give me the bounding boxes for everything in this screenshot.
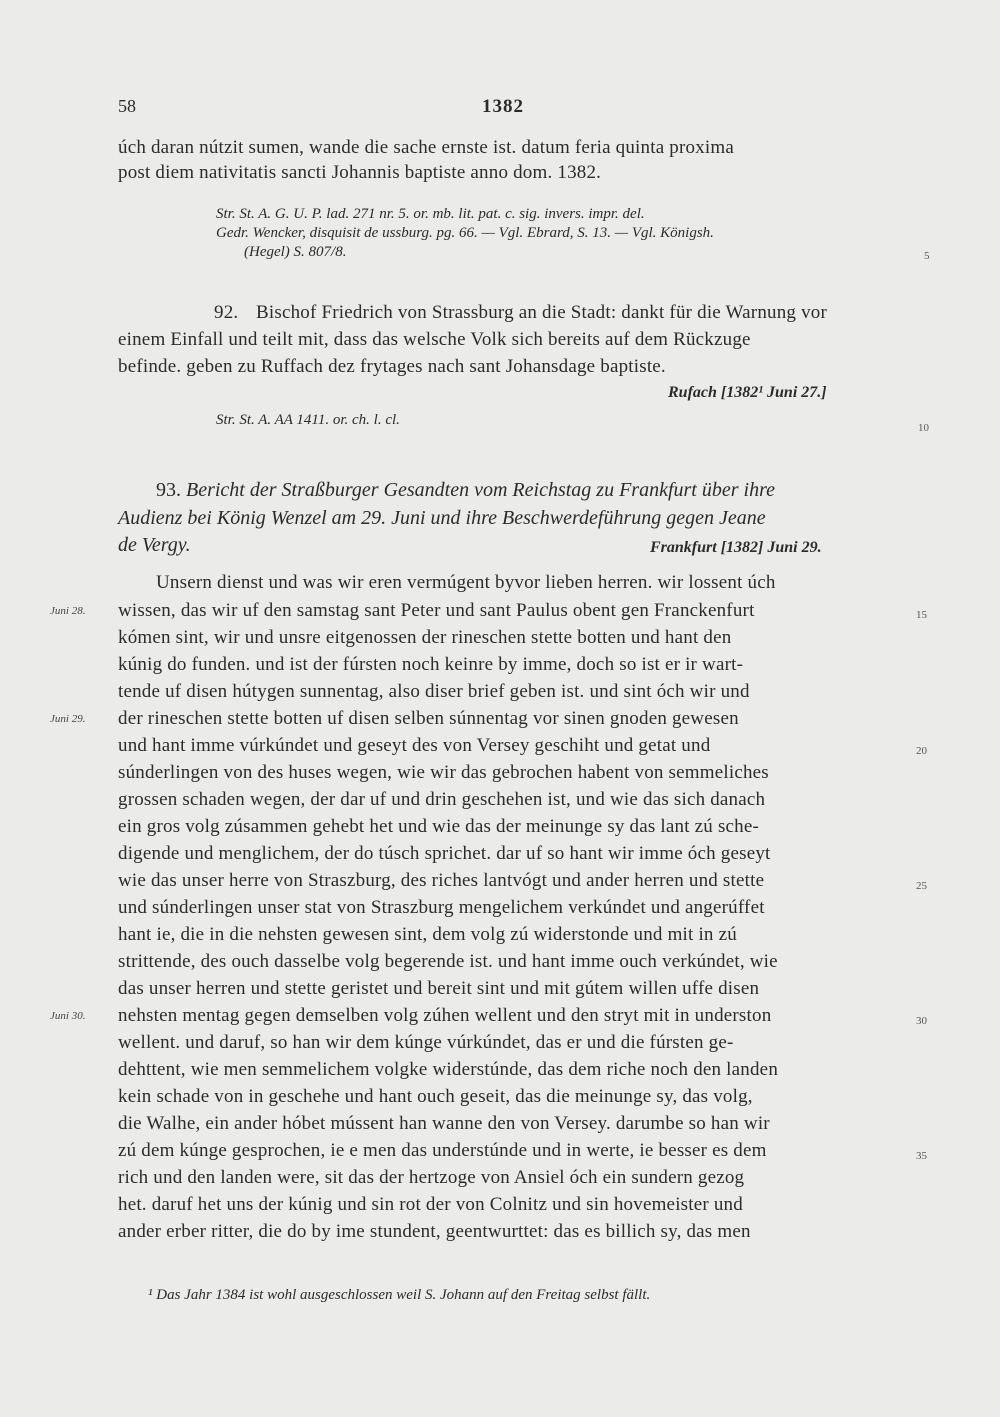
text-line: het. daruf het uns der kúnig und sin rot der von Colnitz und sin hovemeister und xyxy=(118,1194,743,1215)
text-line: kein schade von in geschehe und hant ouch geseit, das die meinunge sy, das volg, xyxy=(118,1086,753,1107)
text-line: kómen sint, wir und unsre eitgenossen der rineschen stette botten und hant den xyxy=(118,627,732,648)
dateline: Frankfurt [1382] Juni 29. xyxy=(650,539,822,556)
source-note: Str. St. A. AA 1411. or. ch. l. cl. xyxy=(216,412,400,428)
text-line: das unser herren und stette geristet und bereit sint und mit gútem willen uffe disen xyxy=(118,978,760,999)
line-number: 5 xyxy=(924,250,930,262)
text-line: wissen, das wir uf den samstag sant Peter und sant Paulus obent gen Franckenfurt xyxy=(118,600,755,621)
doc-number: 92. xyxy=(214,302,239,323)
text-line: ein gros volg zúsammen gehebt het und wie das der meinunge sy das lant zú sche- xyxy=(118,816,760,837)
text-line: und hant imme vúrkúndet und geseyt des von Versey geschiht und getat und xyxy=(118,735,711,756)
source-note: (Hegel) S. 807/8. xyxy=(244,244,347,260)
doc-heading-text: Bericht der Straßburger Gesandten vom Reichstag zu Frankfurt über ihre xyxy=(186,479,775,501)
line-number: 20 xyxy=(916,745,927,757)
line-number: 30 xyxy=(916,1015,927,1027)
doc-number: 93. xyxy=(156,479,181,501)
margin-date: Juni 30. xyxy=(50,1010,86,1022)
doc-heading-line: Audienz bei König Wenzel am 29. Juni und ihre Beschwerdeführung gegen Jeane xyxy=(118,507,766,529)
text-line: der rineschen stette botten uf disen selben súnnentag vor sinen gnoden gewesen xyxy=(118,708,739,729)
text-line: post diem nativitatis sancti Johannis baptiste anno dom. 1382. xyxy=(118,162,602,183)
regest-line: Bischof Friedrich von Strassburg an die Stadt: dankt für die Warnung vor xyxy=(256,302,827,323)
text-line: und súnderlingen unser stat von Straszburg mengelichem verkúndet und angerúffet xyxy=(118,897,765,918)
page-number: 58 xyxy=(118,96,136,116)
text-line: súnderlingen von des huses wegen, wie wir das gebrochen habent von semmeliches xyxy=(118,762,769,783)
regest-line: einem Einfall und teilt mit, dass das welsche Volk sich bereits auf dem Rückzuge xyxy=(118,329,751,350)
dateline: Rufach [1382¹ Juni 27.] xyxy=(668,384,827,401)
running-head-year: 1382 xyxy=(482,96,524,117)
text-line: zú dem kúnge gesprochen, ie e men das understúnde und in werte, ie besser es dem xyxy=(118,1140,767,1161)
text-line: dehttent, wie men semmelichem volgke widerstúnde, das dem riche noch den landen xyxy=(118,1059,779,1080)
text-line: Unsern dienst und was wir eren vermúgent byvor lieben herren. wir lossent úch xyxy=(156,572,776,593)
text-line: digende und menglichem, der do túsch sprichet. dar uf so hant wir imme óch geseyt xyxy=(118,843,771,864)
text-line: ander erber ritter, die do by ime stundent, geentwurttet: das es billich sy, das men xyxy=(118,1221,751,1242)
text-line: grossen schaden wegen, der dar uf und drin geschehen ist, und wie das sich danach xyxy=(118,789,766,810)
regest-line: befinde. geben zu Ruffach dez frytages nach sant Johansdage baptiste. xyxy=(118,356,666,377)
text-line: wie das unser herre von Straszburg, des riches lantvógt und ander herren und stette xyxy=(118,870,765,891)
margin-date: Juni 28. xyxy=(50,605,86,617)
line-number: 35 xyxy=(916,1150,927,1162)
doc-heading-line: de Vergy. xyxy=(118,534,191,556)
text-line: strittende, des ouch dasselbe volg begerende ist. und hant imme ouch verkúndet, wie xyxy=(118,951,778,972)
line-number: 15 xyxy=(916,609,927,621)
source-note: Gedr. Wencker, disquisit de ussburg. pg. 66. — Vgl. Ebrard, S. 13. — Vgl. Königsh. xyxy=(216,225,714,241)
text-line: nehsten mentag gegen demselben volg zúhen wellent und den stryt mit in underston xyxy=(118,1005,772,1026)
text-line: tende uf disen hútygen sunnentag, also diser brief geben ist. und sint óch wir und xyxy=(118,681,750,702)
margin-date: Juni 29. xyxy=(50,713,86,725)
text-line: kúnig do funden. und ist der fúrsten noch keinre by imme, doch so ist er ir wart- xyxy=(118,654,744,675)
footnote: ¹ Das Jahr 1384 ist wohl ausgeschlossen weil S. Johann auf den Freitag selbst fällt. xyxy=(148,1287,651,1303)
line-number: 10 xyxy=(918,422,929,434)
doc-heading-line xyxy=(156,479,775,502)
source-note: Str. St. A. G. U. P. lad. 271 nr. 5. or. mb. lit. pat. c. sig. invers. impr. del. xyxy=(216,206,645,222)
text-line: rich und den landen were, sit das der hertzoge von Ansiel óch ein sundern gezog xyxy=(118,1167,745,1188)
text-line: úch daran nútzit sumen, wande die sache ernste ist. datum feria quinta proxima xyxy=(118,137,735,158)
text-line: hant ie, die in die nehsten gewesen sint, dem volg zú widerstonde und mit in zú xyxy=(118,924,737,945)
text-line: wellent. und daruf, so han wir dem kúnge vúrkúndet, das er und die fúrsten ge- xyxy=(118,1032,734,1053)
line-number: 25 xyxy=(916,880,927,892)
text-line: die Walhe, ein ander hóbet mússent han wanne den von Versey. darumbe so han wir xyxy=(118,1113,770,1134)
